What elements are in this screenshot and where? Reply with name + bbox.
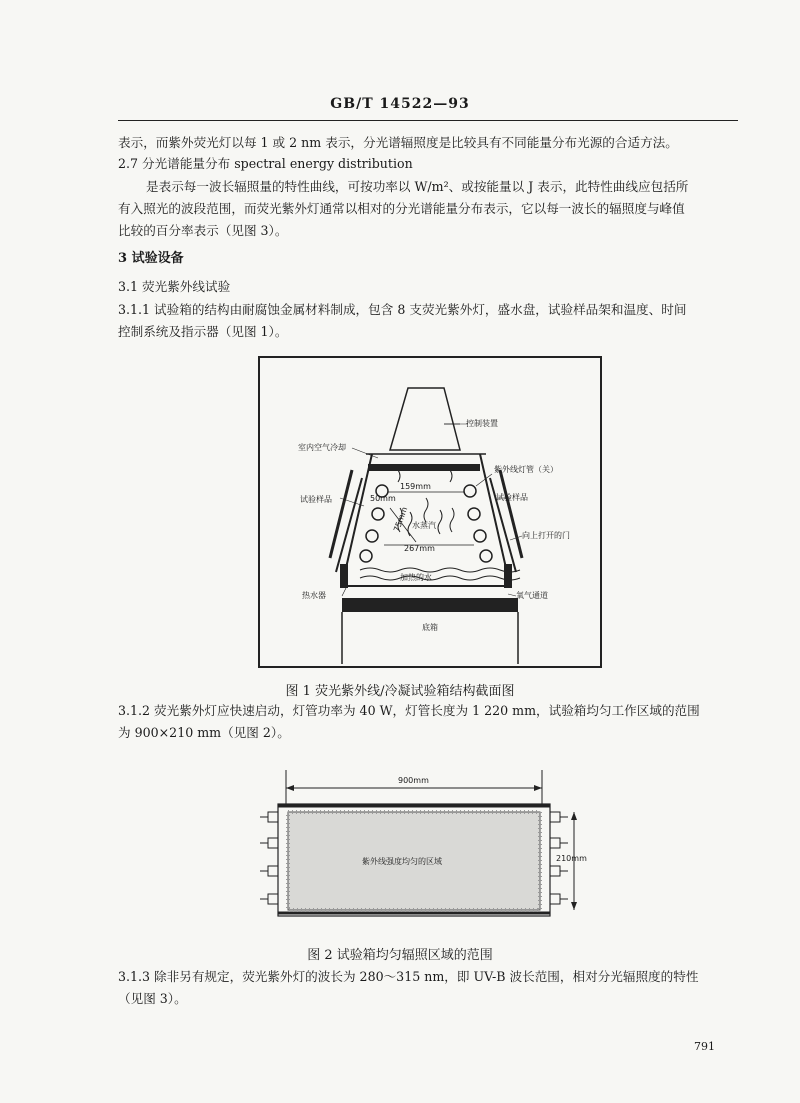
fig1-label-dim-side: 50mm xyxy=(370,494,396,503)
figure-1-diagram xyxy=(260,358,600,666)
fig1-label-uv-tube: 紫外线灯管（关） xyxy=(494,465,558,474)
fig1-label-vapor: 水蒸汽 xyxy=(412,521,436,530)
fig1-label-room-air: 室内空气冷却 xyxy=(298,443,346,452)
intro-paragraph: 表示，而紫外荧光灯以每 1 或 2 nm 表示，分光谱辐照度是比较具有不同能量分布光源的合适方法。 xyxy=(118,135,678,150)
fig1-label-sample-right: 试验样品 xyxy=(496,493,528,502)
header-rule xyxy=(118,120,738,121)
page-header-title: GB/T 14522—93 xyxy=(330,96,470,112)
section-3-1-2-line-2: 为 900×210 mm（见图 2）。 xyxy=(118,725,290,740)
fig1-label-heater: 热水器 xyxy=(302,591,326,600)
fig1-label-base: 底箱 xyxy=(422,623,438,632)
figure-1 xyxy=(258,356,602,668)
fig1-label-sample-left: 试验样品 xyxy=(300,495,332,504)
fig1-label-dim-diag: 75mm xyxy=(392,505,410,534)
section-3-title: 3 试验设备 xyxy=(118,251,184,266)
fig1-label-control: 控制装置 xyxy=(466,419,498,428)
fig2-label-area: 紫外线强度均匀的区域 xyxy=(362,857,442,866)
fig1-label-door: 向上打开的门 xyxy=(522,531,570,540)
section-3-1-2-line-1: 3.1.2 荧光紫外灯应快速启动，灯管功率为 40 W，灯管长度为 1 220 mm，试验箱均匀工作区域的范围 xyxy=(118,703,700,718)
section-3-1-title: 3.1 荧光紫外线试验 xyxy=(118,279,231,294)
page-number: 791 xyxy=(694,1040,715,1053)
fig2-label-height: 210mm xyxy=(556,854,587,863)
section-3-1-3-line-1: 3.1.3 除非另有规定，荧光紫外灯的波长为 280～315 nm，即 UV-B 波长范围，相对分光辐照度的特性 xyxy=(118,969,699,984)
section-3-1-3-line-2: （见图 3）。 xyxy=(118,991,187,1006)
fig1-label-dim-top: 159mm xyxy=(400,482,431,491)
fig1-label-heated-water: 加热的水 xyxy=(400,573,432,582)
section-2-7-line-1: 是表示每一波长辐照量的特性曲线，可按功率以 W/m²、或按能量以 J 表示，此特性曲线应包括所 xyxy=(146,179,689,194)
section-3-1-1-line-2: 控制系统及指示器（见图 1）。 xyxy=(118,324,288,339)
fig2-label-width: 900mm xyxy=(398,776,429,785)
fig1-label-dim-bottom: 267mm xyxy=(404,544,435,553)
fig1-label-oxygen: 氧气通道 xyxy=(516,591,548,600)
figure-1-caption: 图 1 荧光紫外线/冷凝试验箱结构截面图 xyxy=(285,684,515,699)
section-2-7-title: 2.7 分光谱能量分布 spectral energy distribution xyxy=(118,156,413,171)
figure-2 xyxy=(258,768,588,928)
section-2-7-line-2: 有入照光的波段范围，而荧光紫外灯通常以相对的分光谱能量分布表示，它以每一波长的辐照度与峰值 xyxy=(118,201,685,216)
figure-2-diagram xyxy=(258,768,588,928)
section-3-1-1-line-1: 3.1.1 试验箱的结构由耐腐蚀金属材料制成，包含 8 支荧光紫外灯，盛水盘，试验样品架和温度、时间 xyxy=(118,302,687,317)
figure-2-caption: 图 2 试验箱均匀辐照区域的范围 xyxy=(307,948,493,963)
section-2-7-line-3: 比较的百分率表示（见图 3）。 xyxy=(118,223,288,238)
